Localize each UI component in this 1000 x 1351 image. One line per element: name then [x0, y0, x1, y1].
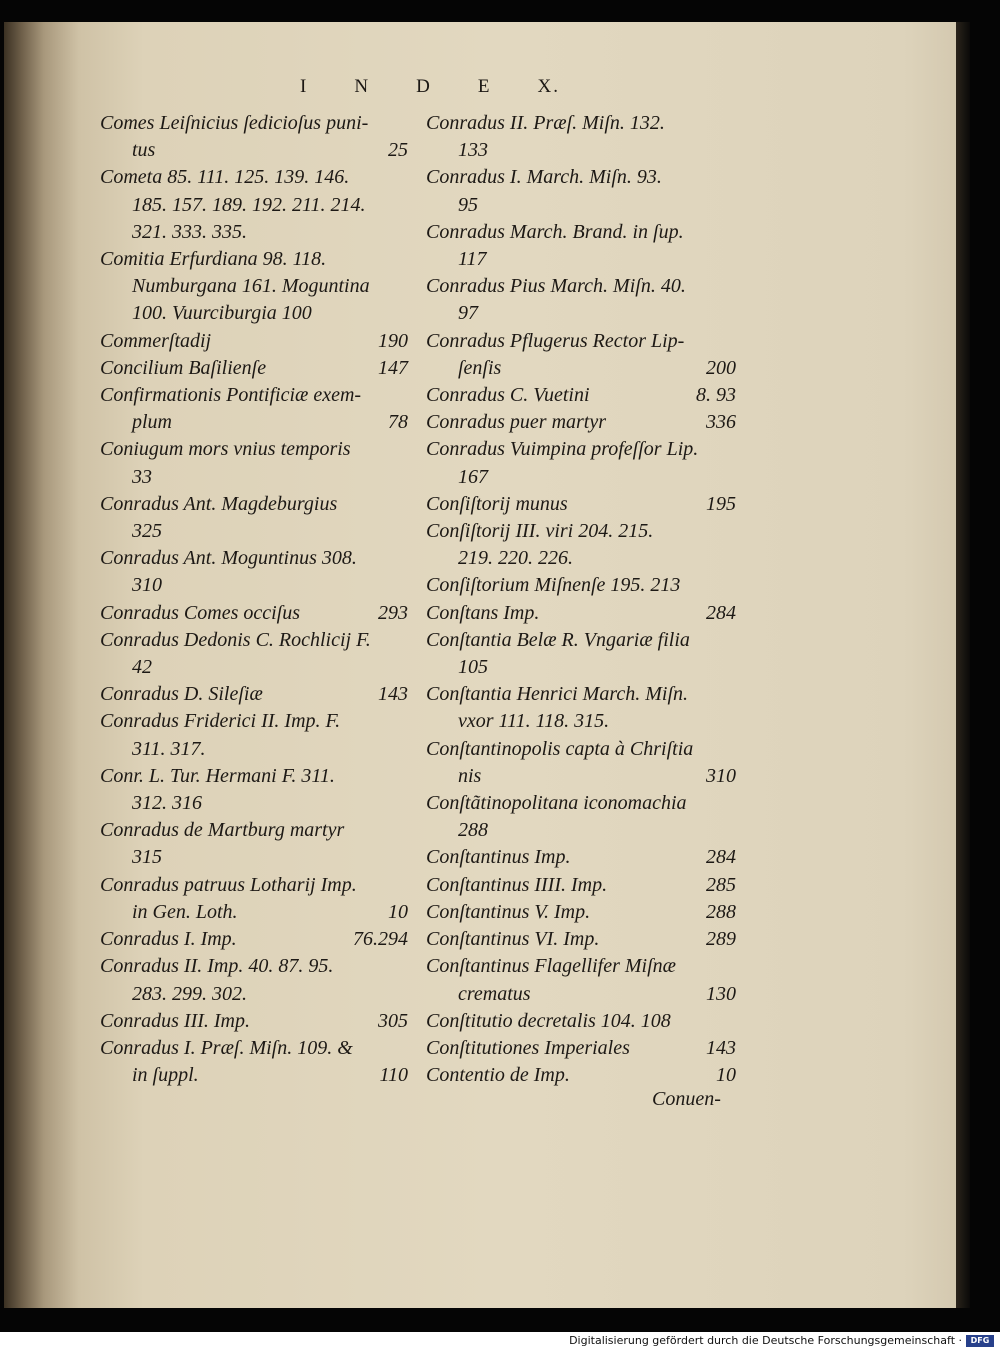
- index-entry: [426, 790, 736, 844]
- index-entry: [426, 572, 736, 599]
- catchword: Conuen-: [652, 1088, 721, 1110]
- index-entry-line: [426, 328, 736, 355]
- index-entry-line: [426, 736, 736, 763]
- index-entry: [426, 328, 736, 382]
- entry-text: 288: [458, 819, 488, 842]
- entry-text: Conſtitutio decretalis 104. 108: [426, 1009, 671, 1032]
- index-entry-line: [100, 600, 408, 627]
- index-entry-line: [100, 708, 408, 735]
- index-entry-line: [100, 192, 408, 219]
- entry-text: 185. 157. 189. 192. 211. 214.: [132, 193, 366, 216]
- entry-text: 312. 316: [132, 792, 202, 815]
- index-entry: [100, 491, 408, 545]
- page-reference: 8. 93: [696, 384, 736, 407]
- running-head-letter: N: [354, 76, 371, 97]
- entry-text: Conradus II. Imp. 40. 87. 95.: [100, 955, 334, 978]
- entry-text: Conſtantinus Flagellifer Miſnæ: [426, 955, 676, 978]
- entry-text: Conſtantia Belæ R. Vngariæ filia: [426, 628, 690, 651]
- page-reference: 200: [706, 356, 736, 379]
- index-entry: [100, 1008, 408, 1035]
- page-reference: 284: [706, 846, 736, 869]
- footer-bar: [0, 1332, 1000, 1351]
- index-entry-line: [426, 436, 736, 463]
- entry-text: 95: [458, 193, 478, 216]
- entry-text: Conradus patruus Lotharij Imp.: [100, 873, 357, 896]
- running-head-letter: D: [416, 76, 432, 97]
- entry-text: 310: [132, 574, 162, 597]
- entry-text: Conradus Vuimpina profeſſor Lip.: [426, 438, 699, 461]
- index-entry-line: [100, 1035, 408, 1062]
- entry-text: Numburgana 161. Moguntina: [132, 275, 370, 298]
- index-entry-line: [426, 681, 736, 708]
- index-entry: [426, 436, 736, 490]
- entry-text: Conradus C. Vuetini: [426, 384, 590, 407]
- entry-text: in ſuppl.: [132, 1064, 199, 1087]
- index-entry-line: [100, 953, 408, 980]
- index-entry-line: [100, 491, 408, 518]
- page-reference: 143: [706, 1036, 736, 1059]
- entry-text: ſenſis: [458, 356, 502, 379]
- entry-text: 117: [458, 248, 487, 271]
- entry-text: 167: [458, 465, 488, 488]
- page-reference: 78: [388, 411, 408, 434]
- index-entry-line: [426, 491, 736, 518]
- entry-text: Conſiſtorij munus: [426, 492, 568, 515]
- entry-text: Conſtãtinopolitana iconomachia: [426, 792, 687, 815]
- index-entry-line: [426, 627, 736, 654]
- index-entry-line: [426, 763, 736, 790]
- page-reference: 147: [378, 356, 408, 379]
- entry-text: Conradus I. Imp.: [100, 928, 237, 951]
- index-entry: [100, 110, 408, 164]
- index-entry-line: [100, 736, 408, 763]
- index-entry-line: [426, 246, 736, 273]
- entry-text: 42: [132, 656, 152, 679]
- index-entry-line: [426, 572, 736, 599]
- index-entry-line: [426, 953, 736, 980]
- index-entry-line: [100, 110, 408, 137]
- index-entry-line: [100, 137, 408, 164]
- index-entry-line: [426, 926, 736, 953]
- entry-text: 325: [132, 520, 162, 543]
- index-entry: [426, 273, 736, 327]
- page-reference: 110: [379, 1064, 408, 1087]
- page-edge: [956, 22, 970, 1308]
- index-entry-line: [100, 817, 408, 844]
- entry-text: 133: [458, 139, 488, 162]
- page-reference: 288: [706, 900, 736, 923]
- entry-text: Conſtantinopolis capta à Chriſtia: [426, 737, 694, 760]
- page-reference: 25: [388, 139, 408, 162]
- page-reference: 289: [706, 928, 736, 951]
- entry-text: Confirmationis Pontificiæ exem-: [100, 384, 362, 407]
- entry-text: Conradus D. Sileſiæ: [100, 683, 263, 706]
- index-entry-line: [100, 572, 408, 599]
- entry-text: Conradus de Martburg martyr: [100, 819, 345, 842]
- entry-text: 311. 317.: [132, 737, 206, 760]
- index-entry-line: [100, 355, 408, 382]
- running-head-letter: I: [300, 76, 309, 97]
- entry-text: 97: [458, 302, 478, 325]
- entry-text: Conſtans Imp.: [426, 601, 540, 624]
- index-entry-line: [100, 872, 408, 899]
- index-entry-line: [100, 409, 408, 436]
- entry-text: Conr. L. Tur. Hermani F. 311.: [100, 764, 335, 787]
- index-entry-line: [100, 164, 408, 191]
- index-entry-line: [100, 899, 408, 926]
- index-entry-line: [100, 763, 408, 790]
- index-entry-line: [100, 219, 408, 246]
- index-entry-line: [426, 899, 736, 926]
- page-reference: 310: [706, 764, 736, 787]
- page-reference: 305: [378, 1009, 408, 1032]
- dfg-logo: DFG: [966, 1335, 994, 1347]
- index-entry: [100, 382, 408, 436]
- page-reference: 195: [706, 492, 736, 515]
- entry-text: tus: [132, 139, 156, 162]
- entry-text: Comes Leiſnicius ſedicioſus puni-: [100, 112, 369, 134]
- entry-text: Conſtantia Henrici March. Miſn.: [426, 683, 689, 706]
- index-entry-line: [426, 981, 736, 1008]
- running-head-letter: X.: [537, 76, 560, 97]
- entry-text: Conſtantinus VI. Imp.: [426, 928, 600, 951]
- index-entry: [100, 164, 408, 246]
- index-entry-line: [426, 355, 736, 382]
- index-entry: [100, 246, 408, 328]
- index-entry-line: [100, 518, 408, 545]
- entry-text: Conradus III. Imp.: [100, 1009, 250, 1032]
- index-entry: [100, 1035, 408, 1089]
- index-entry-line: [100, 246, 408, 273]
- index-entry: [100, 545, 408, 599]
- index-entry-line: [100, 382, 408, 409]
- index-entry: [100, 627, 408, 681]
- index-entry-line: [100, 464, 408, 491]
- entry-text: Conradus I. March. Miſn. 93.: [426, 166, 662, 189]
- entry-text: Conradus March. Brand. in ſup.: [426, 220, 684, 243]
- index-entry: [100, 872, 408, 926]
- entry-text: Conradus II. Præſ. Miſn. 132.: [426, 112, 665, 134]
- entry-text: Commerſtadij: [100, 329, 212, 352]
- index-entry-line: [426, 382, 736, 409]
- entry-text: Conſtantinus Imp.: [426, 846, 571, 869]
- index-entry-line: [426, 545, 736, 572]
- index-entry-line: [426, 600, 736, 627]
- index-entry-line: [100, 790, 408, 817]
- index-entry-line: [426, 219, 736, 246]
- entry-text: Conſiſtorium Miſnenſe 195. 213: [426, 574, 681, 597]
- index-entry-line: [426, 1008, 736, 1035]
- index-entry: [426, 164, 736, 218]
- entry-text: 33: [132, 465, 152, 488]
- index-entry-line: [100, 273, 408, 300]
- entry-text: 100. Vuurciburgia 100: [132, 302, 312, 325]
- entry-text: 219. 220. 226.: [458, 547, 573, 570]
- entry-text: Cometa 85. 111. 125. 139. 146.: [100, 166, 350, 189]
- entry-text: Conſtantinus IIII. Imp.: [426, 873, 608, 896]
- index-column-right: [426, 110, 736, 1089]
- index-entry-line: [426, 137, 736, 164]
- entry-text: Conradus Friderici II. Imp. F.: [100, 710, 341, 733]
- index-entry: [100, 926, 408, 953]
- index-column-left: [100, 110, 408, 1089]
- index-entry: [426, 872, 736, 899]
- page-reference: 76.294: [353, 928, 408, 951]
- index-entry-line: [426, 464, 736, 491]
- entry-text: Conradus I. Præſ. Miſn. 109. &: [100, 1036, 353, 1059]
- index-entry: [100, 817, 408, 871]
- index-entry-line: [100, 436, 408, 463]
- index-entry: [426, 953, 736, 1007]
- entry-text: vxor 111. 118. 315.: [458, 710, 610, 733]
- index-entry-line: [100, 681, 408, 708]
- index-entry: [426, 1035, 736, 1062]
- index-entry: [426, 681, 736, 735]
- entry-text: plum: [132, 411, 172, 434]
- index-entry-line: [100, 545, 408, 572]
- index-entry-line: [426, 1062, 736, 1089]
- entry-text: 321. 333. 335.: [132, 220, 247, 243]
- index-entry: [426, 491, 736, 518]
- page-reference: 143: [378, 683, 408, 706]
- entry-text: Conradus puer martyr: [426, 411, 607, 434]
- entry-text: Conſiſtorij III. viri 204. 215.: [426, 520, 654, 543]
- page-reference: 10: [716, 1064, 736, 1087]
- index-entry-line: [426, 192, 736, 219]
- page-reference: 10: [388, 900, 408, 923]
- index-entry-line: [100, 627, 408, 654]
- index-entry-line: [426, 654, 736, 681]
- index-entry: [100, 328, 408, 355]
- index-entry-line: [426, 300, 736, 327]
- index-entry: [426, 844, 736, 871]
- entry-text: nis: [458, 764, 482, 787]
- running-head: [300, 76, 560, 98]
- entry-text: in Gen. Loth.: [132, 900, 238, 923]
- index-entry-line: [100, 844, 408, 871]
- page-reference: 190: [378, 329, 408, 352]
- index-entry-line: [100, 981, 408, 1008]
- index-entry: [426, 600, 736, 627]
- index-entry: [100, 600, 408, 627]
- entry-text: Conradus Pius March. Miſn. 40.: [426, 275, 686, 298]
- index-entry: [426, 736, 736, 790]
- index-entry: [100, 763, 408, 817]
- index-entry: [426, 1008, 736, 1035]
- index-entry-line: [426, 110, 736, 137]
- entry-text: Conſtitutiones Imperiales: [426, 1036, 630, 1059]
- index-entry-line: [100, 926, 408, 953]
- index-entry: [100, 355, 408, 382]
- entry-text: 105: [458, 656, 488, 679]
- index-entry-line: [100, 300, 408, 327]
- running-head-letter: E: [477, 76, 492, 97]
- entry-text: Contentio de Imp.: [426, 1064, 570, 1087]
- index-entry-line: [426, 844, 736, 871]
- entry-text: Conradus Pflugerus Rector Lip-: [426, 329, 685, 352]
- index-entry: [426, 409, 736, 436]
- index-entry-line: [426, 409, 736, 436]
- entry-text: 283. 299. 302.: [132, 982, 247, 1005]
- index-entry: [100, 953, 408, 1007]
- index-entry-line: [426, 273, 736, 300]
- index-entry-line: [426, 708, 736, 735]
- index-entry-line: [426, 164, 736, 191]
- index-entry-line: [426, 790, 736, 817]
- index-entry: [100, 436, 408, 490]
- index-entry-line: [426, 872, 736, 899]
- index-entry: [100, 681, 408, 708]
- index-entry-line: [100, 1008, 408, 1035]
- index-entry-line: [100, 1062, 408, 1089]
- entry-text: Comitia Erfurdiana 98. 118.: [100, 248, 327, 271]
- page-reference: 336: [706, 411, 736, 434]
- index-entry: [426, 899, 736, 926]
- index-entry: [426, 518, 736, 572]
- index-entry: [100, 708, 408, 762]
- page-reference: 293: [378, 601, 408, 624]
- entry-text: Coniugum mors vnius temporis: [100, 438, 351, 461]
- index-entry-line: [426, 1035, 736, 1062]
- index-entry: [426, 219, 736, 273]
- index-entry: [426, 110, 736, 164]
- index-entry: [426, 627, 736, 681]
- entry-text: Concilium Baſilienſe: [100, 356, 267, 379]
- index-entry-line: [100, 654, 408, 681]
- footer-credit: Digitalisierung gefördert durch die Deutsche Forschungsgemeinschaft ·: [569, 1334, 962, 1347]
- page-reference: 285: [706, 873, 736, 896]
- index-entry: [426, 1062, 736, 1089]
- index-entry-line: [100, 328, 408, 355]
- index-entry: [426, 926, 736, 953]
- index-entry-line: [426, 817, 736, 844]
- page-reference: 284: [706, 601, 736, 624]
- entry-text: Conradus Ant. Magdeburgius: [100, 492, 338, 515]
- entry-text: crematus: [458, 982, 531, 1005]
- index-entry: [426, 382, 736, 409]
- entry-text: Conradus Ant. Moguntinus 308.: [100, 547, 357, 570]
- entry-text: Conradus Dedonis C. Rochlicij F.: [100, 628, 371, 651]
- entry-text: Conradus Comes occiſus: [100, 601, 300, 624]
- entry-text: Conſtantinus V. Imp.: [426, 900, 591, 923]
- entry-text: 315: [132, 846, 162, 869]
- page-reference: 130: [706, 982, 736, 1005]
- index-entry-line: [426, 518, 736, 545]
